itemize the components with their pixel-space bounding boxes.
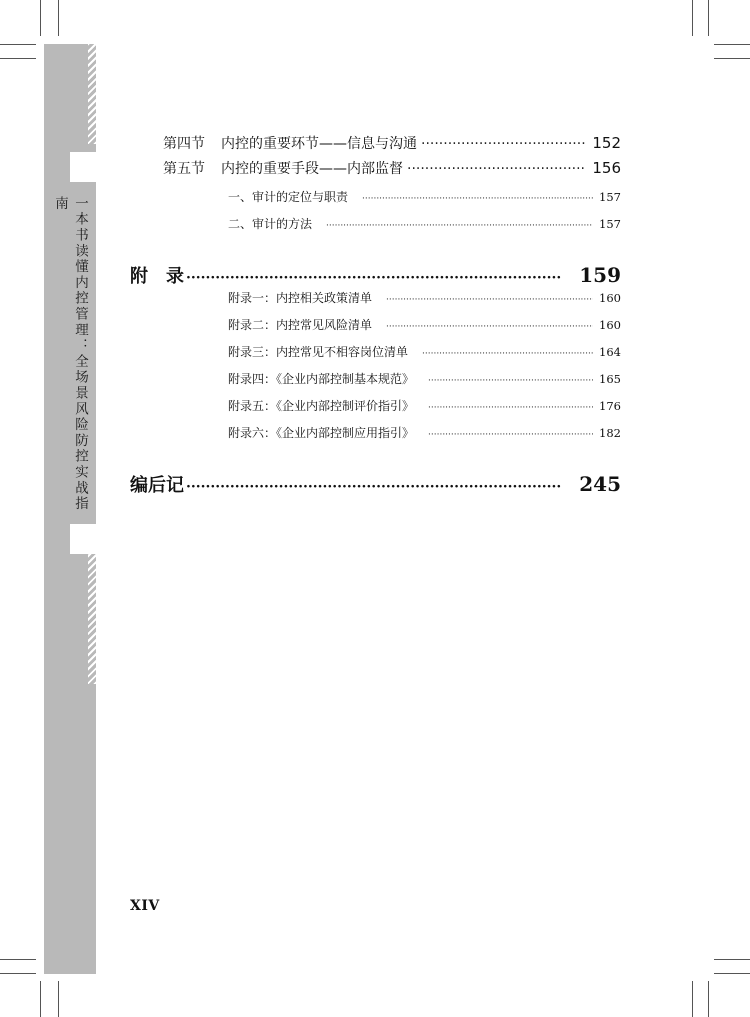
section-label: 第五节: [163, 161, 205, 177]
appendix-title: 附录六：《企业内部控制应用指引》: [228, 426, 415, 440]
page-number: XIV: [130, 898, 160, 914]
band-notch: [70, 152, 96, 182]
appendix-title: 附录四：《企业内部控制基本规范》: [228, 372, 415, 386]
toc-appendix-row[interactable]: [228, 370, 621, 387]
subsection-title: 二、审计的方法: [228, 217, 313, 231]
leader-dots: [422, 349, 593, 359]
appendix-title: 附录五：《企业内部控制评价指引》: [228, 399, 415, 413]
hatch-pattern: [88, 554, 96, 684]
page-ref: 152: [592, 134, 621, 152]
page-ref: 176: [599, 399, 621, 413]
page-ref: 164: [599, 345, 621, 359]
appendix-title: 附录三：内控常见不相容岗位清单: [228, 345, 409, 359]
crop-mark: [0, 973, 36, 974]
toc-appendix-row[interactable]: [228, 397, 621, 414]
page-ref: 245: [579, 472, 621, 496]
crop-mark: [40, 981, 41, 1017]
leader-dots: [421, 136, 586, 152]
toc-section-row[interactable]: [163, 133, 621, 153]
page-ref: 157: [599, 217, 621, 231]
toc-chapter-row[interactable]: [130, 471, 621, 497]
leader-dots: [428, 376, 593, 386]
toc-appendix-row[interactable]: [228, 343, 621, 360]
leader-dots: [362, 194, 593, 204]
page-ref: 165: [599, 372, 621, 386]
leader-dots: [428, 403, 593, 413]
crop-mark: [708, 0, 709, 36]
toc-subsection-row[interactable]: [228, 215, 621, 232]
crop-mark: [0, 58, 36, 59]
book-title: 一本书读懂内控管理：全场景风险防控实战指南: [52, 196, 88, 512]
leader-dots: [186, 479, 561, 495]
section-title: 内控的重要手段——内部监督: [221, 161, 403, 177]
band-notch: [70, 524, 96, 554]
leader-dots: [386, 295, 593, 305]
toc-section-row[interactable]: [163, 158, 621, 178]
leader-dots: [428, 430, 593, 440]
toc-subsection-row[interactable]: [228, 188, 621, 205]
crop-mark: [714, 58, 750, 59]
toc-appendix-row[interactable]: [228, 424, 621, 441]
book-title-spine: [44, 196, 96, 526]
crop-mark: [714, 973, 750, 974]
crop-mark: [714, 44, 750, 45]
crop-mark: [0, 44, 36, 45]
appendix-title: 附录一：内控相关政策清单: [228, 291, 373, 305]
leader-dots: [386, 322, 593, 332]
crop-mark: [708, 981, 709, 1017]
section-title: 内控的重要环节——信息与沟通: [221, 136, 417, 152]
toc-appendix-row[interactable]: [228, 316, 621, 333]
crop-mark: [692, 0, 693, 36]
page-ref: 160: [599, 318, 621, 332]
chapter-title: 编后记: [130, 475, 184, 496]
appendix-title: 附录二：内控常见风险清单: [228, 318, 373, 332]
toc-chapter-row[interactable]: [130, 262, 621, 288]
crop-mark: [692, 981, 693, 1017]
toc-appendix-row[interactable]: [228, 289, 621, 306]
leader-dots: [326, 221, 593, 231]
crop-mark: [58, 981, 59, 1017]
page-ref: 160: [599, 291, 621, 305]
subsection-title: 一、审计的定位与职责: [228, 190, 349, 204]
page-ref: 159: [579, 263, 621, 287]
leader-dots: [186, 270, 561, 286]
crop-mark: [40, 0, 41, 36]
section-label: 第四节: [163, 136, 205, 152]
crop-mark: [58, 0, 59, 36]
hatch-pattern: [88, 44, 96, 144]
page-ref: 182: [599, 426, 621, 440]
crop-mark: [0, 959, 36, 960]
page-ref: 156: [592, 159, 621, 177]
chapter-title: 附 录: [130, 266, 184, 287]
page-ref: 157: [599, 190, 621, 204]
crop-mark: [714, 959, 750, 960]
leader-dots: [407, 161, 586, 177]
